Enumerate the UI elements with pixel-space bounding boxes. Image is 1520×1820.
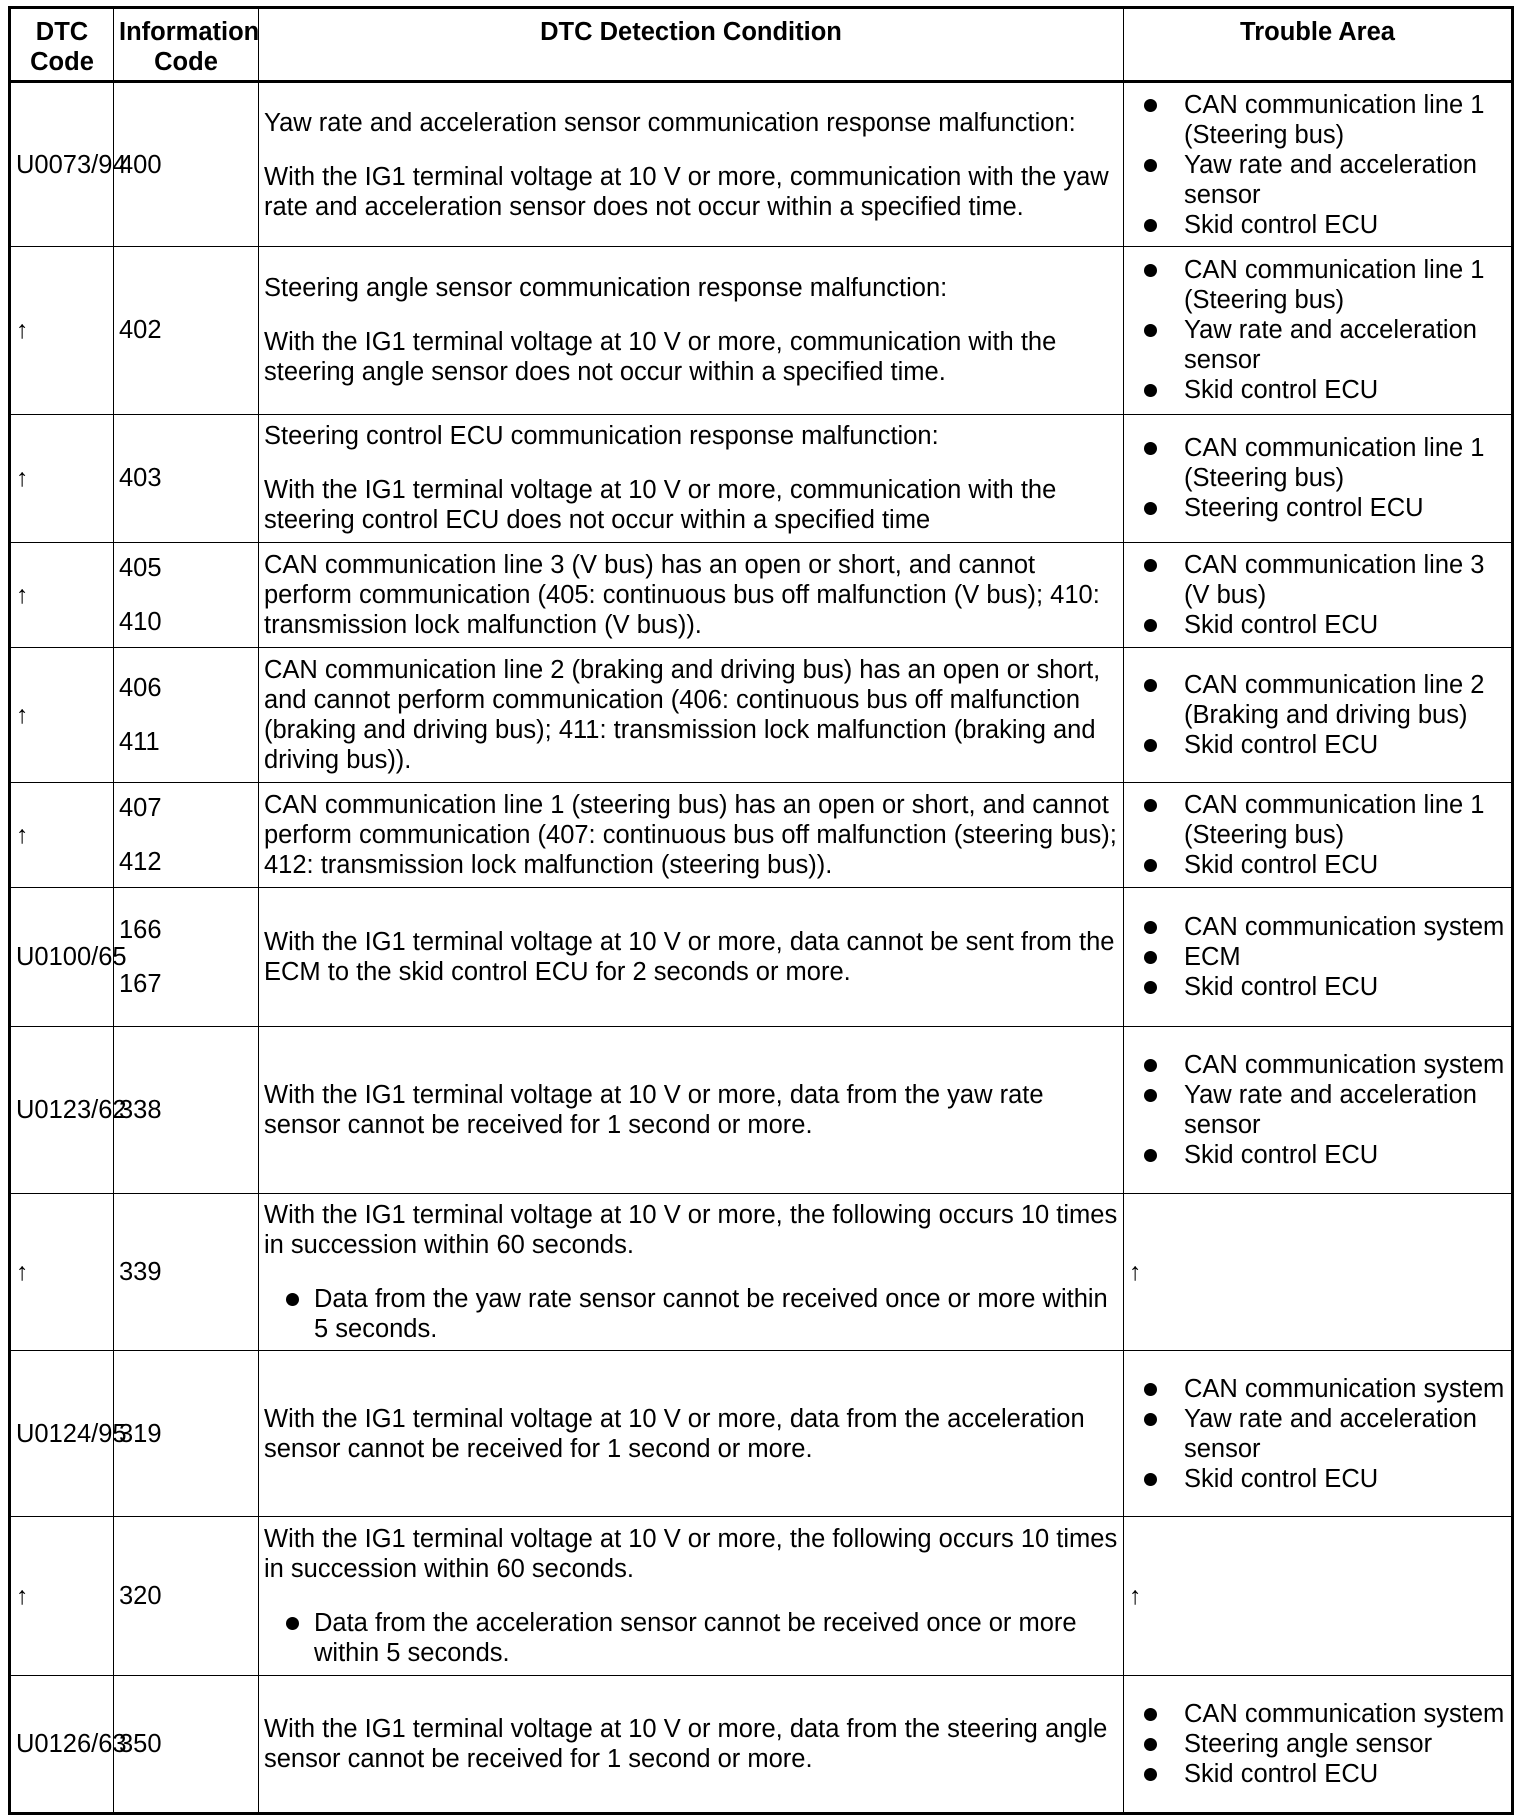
detection-condition-cell (259, 1517, 1124, 1675)
table-row (10, 647, 1513, 782)
trouble-area-item: Yaw rate and acceleration sensor (1129, 150, 1506, 210)
trouble-area-item: Skid control ECU (1129, 1759, 1506, 1789)
trouble-area-item: CAN communication line 1 (Steering bus) (1129, 255, 1506, 315)
condition-paragraph: CAN communication line 3 (V bus) has an open or short, and cannot perform communication (405: continuous bus off malfunction (V bus); 410: transmission lock malfunction (V bus)). (264, 550, 1100, 639)
condition-paragraph: With the IG1 terminal voltage at 10 V or more, the following occurs 10 times in succession within 60 seconds. (264, 1525, 1118, 1584)
condition-paragraph: Steering control ECU communication response malfunction: (264, 422, 939, 451)
condition-paragraph: Steering angle sensor communication response malfunction: (264, 274, 948, 303)
trouble-area-item: Skid control ECU (1129, 730, 1506, 760)
detection-condition-cell (259, 414, 1124, 542)
trouble-area-cell (1124, 783, 1513, 888)
trouble-area-list (1129, 912, 1506, 1002)
trouble-area-item: Skid control ECU (1129, 210, 1506, 240)
detection-condition-cell (259, 647, 1124, 782)
trouble-area-item: CAN communication system (1129, 1050, 1506, 1080)
information-code: 410 (119, 607, 162, 636)
information-code: 403 (119, 464, 162, 493)
trouble-area-item: Steering control ECU (1129, 493, 1506, 523)
detection-condition-cell (259, 1675, 1124, 1813)
trouble-area-item: CAN communication line 1 (Steering bus) (1129, 790, 1506, 850)
detection-condition-cell (259, 247, 1124, 414)
detection-condition-cell (259, 1193, 1124, 1350)
condition-paragraph: CAN communication line 1 (steering bus) has an open or short, and cannot perform communication (407: continuous bus off malfunction (steering bus); 412: transmission lock malfunction (steering bus)). (264, 791, 1117, 880)
information-code-cell (114, 247, 259, 414)
table-header-row (10, 8, 1513, 82)
dtc-code-cell: ↑ (10, 647, 114, 782)
dtc-code-cell: U0073/94 (10, 82, 114, 247)
trouble-area-cell (1124, 1026, 1513, 1193)
dtc-code-cell: U0126/63 (10, 1675, 114, 1813)
condition-paragraph: Yaw rate and acceleration sensor communication response malfunction: (264, 108, 1076, 137)
table-row (10, 783, 1513, 888)
trouble-area-cell (1124, 82, 1513, 247)
detection-condition-cell (259, 1026, 1124, 1193)
trouble-area-list (1129, 433, 1506, 523)
dtc-table (8, 6, 1514, 1815)
dtc-code-cell: U0123/62 (10, 1026, 114, 1193)
information-code: 402 (119, 316, 162, 345)
trouble-area-item: Skid control ECU (1129, 610, 1506, 640)
dtc-code-cell: ↑ (10, 783, 114, 888)
information-code-cell (114, 783, 259, 888)
detection-condition-cell (259, 82, 1124, 247)
trouble-area-item: CAN communication system (1129, 1699, 1506, 1729)
trouble-area-cell (1124, 414, 1513, 542)
information-code: 412 (119, 848, 162, 877)
trouble-area-list (1129, 255, 1506, 405)
header-trouble-area: Trouble Area (1124, 8, 1513, 82)
information-code: 167 (119, 969, 162, 998)
information-code-cell (114, 1026, 259, 1193)
information-code: 411 (119, 728, 160, 757)
trouble-area-item: Skid control ECU (1129, 1464, 1506, 1494)
dtc-code-cell: ↑ (10, 1193, 114, 1350)
trouble-area-item: Yaw rate and acceleration sensor (1129, 1080, 1506, 1140)
information-code: 406 (119, 674, 162, 703)
trouble-area-item: CAN communication line 1 (Steering bus) (1129, 433, 1506, 493)
trouble-area-item: CAN communication line 1 (Steering bus) (1129, 90, 1506, 150)
information-code: 339 (119, 1257, 162, 1286)
trouble-area-cell: ↑ (1124, 1193, 1513, 1350)
detection-condition-cell (259, 783, 1124, 888)
dtc-code-cell: U0124/95 (10, 1351, 114, 1517)
trouble-area-cell (1124, 647, 1513, 782)
information-code-cell (114, 1517, 259, 1675)
information-code: 319 (119, 1419, 162, 1448)
trouble-area-item: CAN communication line 3 (V bus) (1129, 550, 1506, 610)
table-row (10, 82, 1513, 247)
information-code-list (119, 463, 253, 493)
information-code-cell (114, 888, 259, 1026)
information-code-cell (114, 1675, 259, 1813)
trouble-area-list (1129, 1374, 1506, 1494)
detection-condition-cell (259, 542, 1124, 647)
trouble-area-item: Yaw rate and acceleration sensor (1129, 1404, 1506, 1464)
condition-bullet-list (264, 1608, 1118, 1668)
table-row (10, 1351, 1513, 1517)
information-code: 320 (119, 1582, 162, 1611)
trouble-area-cell (1124, 1351, 1513, 1517)
trouble-area-item: CAN communication line 2 (Braking and driving bus) (1129, 670, 1506, 730)
information-code-list (119, 315, 253, 345)
trouble-area-item: Skid control ECU (1129, 375, 1506, 405)
trouble-area-cell (1124, 542, 1513, 647)
information-code-cell (114, 414, 259, 542)
information-code-list (119, 1729, 253, 1759)
information-code-cell (114, 1351, 259, 1517)
table-row (10, 542, 1513, 647)
information-code: 166 (119, 915, 162, 944)
trouble-area-list (1129, 1699, 1506, 1789)
information-code-cell (114, 82, 259, 247)
condition-paragraph: With the IG1 terminal voltage at 10 V or more, data from the acceleration sensor cannot be received for 1 second or more. (264, 1404, 1085, 1463)
dtc-code-cell: U0100/65 (10, 888, 114, 1026)
information-code-list (119, 1419, 253, 1449)
information-code-list (119, 150, 253, 180)
trouble-area-item: CAN communication system (1129, 912, 1506, 942)
trouble-area-cell (1124, 888, 1513, 1026)
information-code: 405 (119, 553, 162, 582)
trouble-area-item: Skid control ECU (1129, 1140, 1506, 1170)
condition-paragraph: With the IG1 terminal voltage at 10 V or more, data cannot be sent from the ECM to the skid control ECU for 2 seconds or more. (264, 927, 1115, 986)
information-code: 338 (119, 1095, 162, 1124)
condition-paragraph: With the IG1 terminal voltage at 10 V or more, communication with the yaw rate and acceleration sensor does not occur within a specified time. (264, 162, 1109, 221)
table-row (10, 1517, 1513, 1675)
condition-bullet: Data from the acceleration sensor cannot be received once or more within 5 seconds. (264, 1608, 1118, 1668)
dtc-code-cell: ↑ (10, 1517, 114, 1675)
detection-condition-cell (259, 888, 1124, 1026)
information-code-cell (114, 647, 259, 782)
header-dtc-code: DTC Code (10, 8, 114, 82)
trouble-area-list (1129, 90, 1506, 240)
information-code-list (119, 673, 253, 757)
condition-paragraph: With the IG1 terminal voltage at 10 V or more, communication with the steering control ECU does not occur within a specified time (264, 476, 1057, 535)
trouble-area-list (1129, 670, 1506, 760)
table-row (10, 1675, 1513, 1813)
header-detection-condition: DTC Detection Condition (259, 8, 1124, 82)
information-code-list (119, 1257, 253, 1287)
information-code-list (119, 793, 253, 877)
dtc-code-cell: ↑ (10, 542, 114, 647)
trouble-area-item: CAN communication system (1129, 1374, 1506, 1404)
table-row (10, 247, 1513, 414)
trouble-area-item: Yaw rate and acceleration sensor (1129, 315, 1506, 375)
table-row (10, 414, 1513, 542)
table-row (10, 1026, 1513, 1193)
dtc-code-cell: ↑ (10, 414, 114, 542)
information-code-cell (114, 1193, 259, 1350)
trouble-area-list (1129, 550, 1506, 640)
table-row (10, 1193, 1513, 1350)
trouble-area-item: ECM (1129, 942, 1506, 972)
trouble-area-cell (1124, 247, 1513, 414)
trouble-area-cell (1124, 1675, 1513, 1813)
information-code-list (119, 1095, 253, 1125)
trouble-area-list (1129, 790, 1506, 880)
dtc-document (8, 6, 1511, 1815)
condition-paragraph: With the IG1 terminal voltage at 10 V or more, data from the yaw rate sensor cannot be received for 1 second or more. (264, 1080, 1044, 1139)
condition-paragraph: CAN communication line 2 (braking and driving bus) has an open or short, and cannot perform communication (406: continuous bus off malfunction (braking and driving bus); 411: transmission lock malfunction (braking and driving bus)). (264, 656, 1101, 775)
trouble-area-item: Steering angle sensor (1129, 1729, 1506, 1759)
information-code-list (119, 915, 253, 999)
trouble-area-list (1129, 1050, 1506, 1170)
trouble-area-item: Skid control ECU (1129, 972, 1506, 1002)
condition-paragraph: With the IG1 terminal voltage at 10 V or more, communication with the steering angle sensor does not occur within a specified time. (264, 328, 1057, 387)
table-row (10, 888, 1513, 1026)
information-code-list (119, 553, 253, 637)
condition-bullet-list (264, 1284, 1118, 1344)
table-body (10, 82, 1513, 1814)
detection-condition-cell (259, 1351, 1124, 1517)
information-code: 400 (119, 150, 162, 179)
header-information-code: Information Code (114, 8, 259, 82)
condition-paragraph: With the IG1 terminal voltage at 10 V or more, data from the steering angle sensor cannot be received for 1 second or more. (264, 1714, 1108, 1773)
information-code: 407 (119, 794, 162, 823)
information-code-cell (114, 542, 259, 647)
condition-paragraph: With the IG1 terminal voltage at 10 V or more, the following occurs 10 times in succession within 60 seconds. (264, 1200, 1118, 1259)
trouble-area-cell: ↑ (1124, 1517, 1513, 1675)
information-code-list (119, 1581, 253, 1611)
condition-bullet: Data from the yaw rate sensor cannot be received once or more within 5 seconds. (264, 1284, 1118, 1344)
information-code: 350 (119, 1729, 162, 1758)
trouble-area-item: Skid control ECU (1129, 850, 1506, 880)
dtc-code-cell: ↑ (10, 247, 114, 414)
